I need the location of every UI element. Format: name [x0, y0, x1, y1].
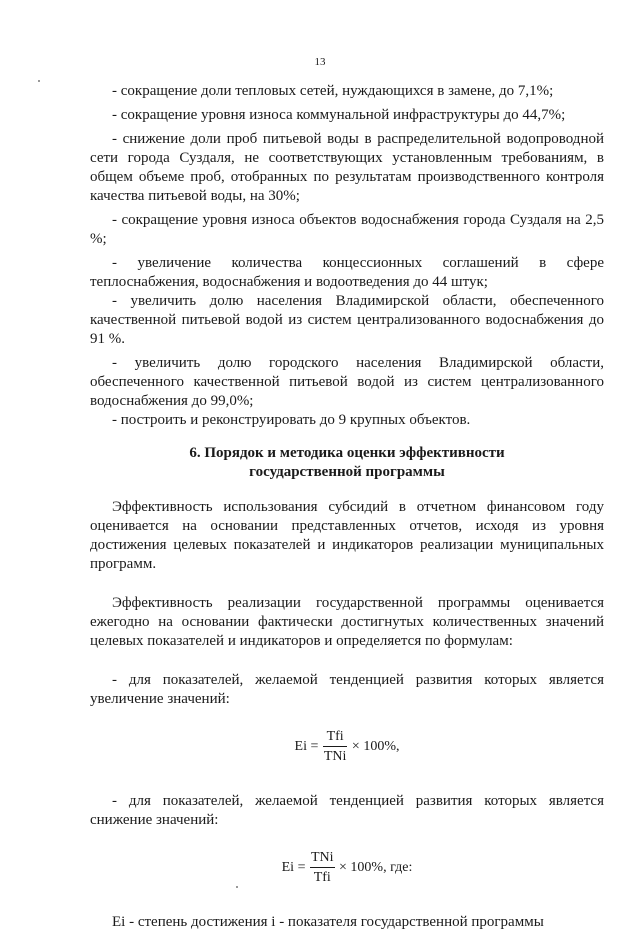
paragraph: Эффективность использования субсидий в отчетном финансовом году оценивается на основании представленных отчетов, исходя из уровня достижения целевых показателей и индикаторов реализации муниципальных программ.: [90, 499, 604, 572]
list-item: - сокращение доли тепловых сетей, нуждающихся в замене, до 7,1%;: [112, 83, 554, 99]
list-item: - построить и реконструировать до 9 крупных объектов.: [112, 412, 471, 428]
formula-rhs: × 100%,: [351, 739, 400, 754]
section-heading-line: государственной программы: [249, 464, 445, 480]
section-heading-line: 6. Порядок и методика оценки эффективности: [189, 445, 505, 461]
list-item: - увеличить долю населения Владимирской области, обеспеченного качественной питьевой водой из систем централизованного водоснабжения до 91 %.: [90, 293, 604, 347]
section-heading: [90, 444, 604, 482]
list-item: - снижение доли проб питьевой воды в распределительной водопроводной сети города Суздаля, не соответствующих установленным требованиям, в общем объеме проб, отобранных по результатам производственного контроля качества питьевой воды, на 30%;: [90, 131, 604, 204]
formula-numerator: TNi: [310, 848, 335, 868]
formula-lhs: Ei =: [294, 739, 319, 754]
formula-denominator: Tfi: [313, 870, 331, 885]
paragraph: - для показателей, желаемой тенденцией развития которых является увеличение значений:: [90, 672, 604, 707]
document-body: [90, 82, 604, 937]
paragraph: - для показателей, желаемой тенденцией развития которых является снижение значений:: [90, 793, 604, 828]
scan-speck: [236, 886, 238, 888]
paragraph: Ei - степень достижения i - показателя государственной программы: [112, 914, 544, 930]
formula-fraction: [323, 727, 348, 766]
page-number: 13: [314, 56, 326, 68]
formula-rhs: × 100%, где:: [339, 860, 413, 875]
scan-speck: [38, 80, 40, 82]
formula-numerator: Tfi: [323, 727, 348, 747]
list-item: - сокращение уровня износа коммунальной инфраструктуры до 44,7%;: [112, 107, 566, 123]
formula-increase: [90, 727, 604, 766]
formula-denominator: TNi: [323, 749, 347, 764]
formula-decrease: [90, 848, 604, 887]
formula-lhs: Ei =: [281, 860, 306, 875]
paragraph: Эффективность реализации государственной программы оценивается ежегодно на основании фактически достигнутых количественных значений целевых показателей и индикаторов и определяется по формулам:: [90, 595, 604, 649]
list-item: - сокращение уровня износа объектов водоснабжения города Суздаля на 2,5 %;: [90, 212, 604, 247]
list-item: - увеличение количества концессионных соглашений в сфере теплоснабжения, водоснабжения и водоотведения до 44 штук;: [90, 255, 604, 290]
formula-fraction: [310, 848, 335, 887]
list-item: - увеличить долю городского населения Владимирской области, обеспеченного качественной питьевой водой из систем централизованного водоснабжения до 99,0%;: [90, 355, 604, 409]
